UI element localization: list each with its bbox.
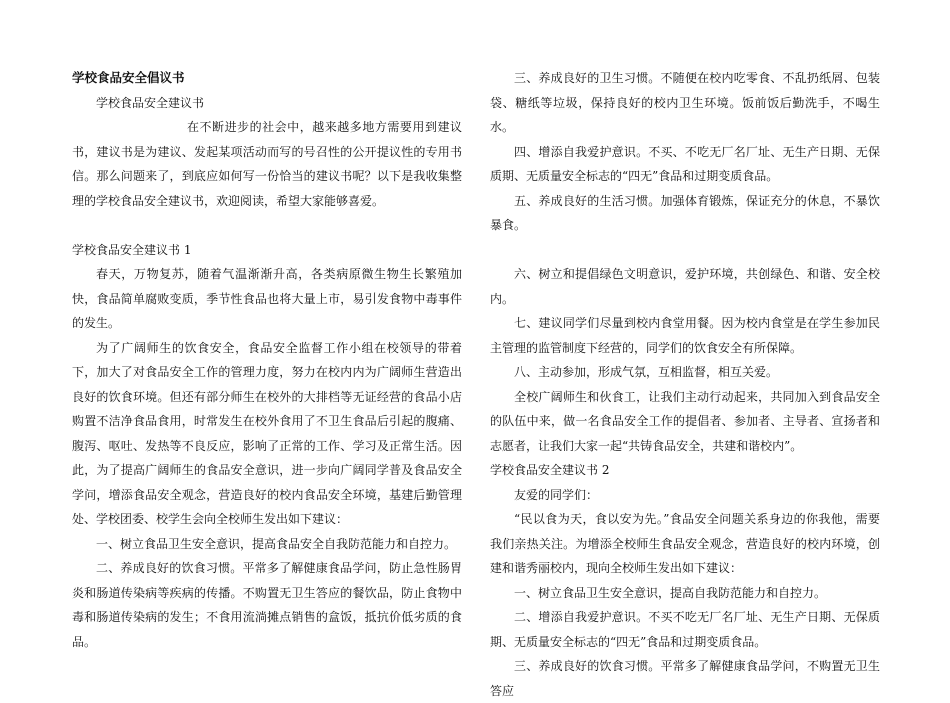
left-column [72,66,462,654]
paragraph: 二、增添自我爱护意识。不买不吃无厂名厂址、无生产日期、无保质期、无质量安全标志的“四无”食品和过期变质食品。 [490,610,880,649]
paragraph: 全校广阔师生和伙食工，让我们主动行动起来，共同加入到食品安全的队伍中来，做一名食品安全工作的提倡者、参加者、主导者、宣扬者和志愿者，让我们大家一起“共铸食品安全，共建和谐校内”。 [490,389,880,453]
paragraph: 三、养成良好的卫生习惯。不随便在校内吃零食、不乱扔纸屑、包装袋、糖纸等垃圾，保持良好的校内卫生环境。饭前饭后勤洗手，不喝生水。 [490,71,880,134]
section-heading-2: 学校食品安全建议书 2 [490,463,610,477]
paragraph: 二、养成良好的饮食习惯。平常多了解健康食品学问，防止急性肠胃炎和肠道传染病等疾病的传播。不购置无卫生答应的餐饮品，防止食物中毒和肠道传染病的发生；不食用流淌摊点销售的盒饭，抵抗价低劣质的食品。 [72,561,462,649]
paragraph: 八、主动参加，形成气氛，互相监督，相互关爱。 [514,365,779,379]
paragraph: 一、树立食品卫生安全意识，提高食品安全自我防范能力和自控力。 [96,536,457,551]
paragraph: 春天，万物复苏，随着气温渐渐升高，各类病原微生物生长繁殖加快，食品简单腐败变质，季节性食品也将大量上市，易引发食物中毒事件的发生。 [72,267,462,330]
paragraph: 三、养成良好的饮食习惯。平常多了解健康食品学问，不购置无卫生答应 [490,659,880,698]
paragraph: 七、建议同学们尽量到校内食堂用餐。因为校内食堂是在学生参加民主管理的监管制度下经营的，同学们的饮食安全有所保障。 [490,316,880,355]
spacer [490,238,880,263]
right-column [490,66,880,703]
paragraph: 为了广阔师生的饮食安全，食品安全监督工作小组在校领导的带着下，加大了对食品安全工作的管理力度，努力在校内内为广阔师生营造出良好的饮食环境。但还有部分师生在校外的大排档等无证经营的食品小店购置不洁净食品食用，时常发生在校外食用了不卫生食品后引起的腹痛、腹泻、呕吐、发热等不良反应，影响了正常的工作、学习及正常生活。因此，为了提高广阔师生的食品安全意识，进一步向广阔同学普及食品安全学问，增添食品安全观念，营造良好的校内食品安全环境，基建后勤管理处、学校团委、校学生会向全校师生发出如下建议： [72,340,462,526]
paragraph: 一、树立食品卫生安全意识，提高自我防范能力和自控力。 [514,585,827,600]
section-heading-1: 学校食品安全建议书 1 [72,242,192,257]
greeting: 友爱的同学们： [514,487,599,502]
paragraph: “民以食为天，食以安为先。”食品安全问题关系身边的你我他，需要我们亲热关注。为增添全校师生食品安全观念，营造良好的校内环境，创建和谐秀丽校内，现向全校师生发出如下建议： [490,512,880,575]
spacer [72,213,462,238]
intro-paragraph: 在不断进步的社会中，越来越多地方需要用到建议书，建议书是为建议、发起某项活动而写的号召性的公开提议性的专用书信。那么问题来了，到底应如何写一份恰当的建议书呢？以下是我收集整理的学校食品安全建议书，欢迎阅读，希望大家能够喜爱。 [72,120,462,208]
document-title: 学校食品安全倡议书 [72,70,185,85]
paragraph: 五、养成良好的生活习惯。加强体育锻炼，保证充分的休息，不暴饮暴食。 [490,193,880,232]
paragraph: 六、树立和提倡绿色文明意识，爱护环境，共创绿色、和谐、安全校内。 [490,267,880,306]
paragraph: 四、增添自我爱护意识。不买、不吃无厂名厂址、无生产日期、无保质期、无质量安全标志的“四无”食品和过期变质食品。 [490,144,880,183]
document-subtitle: 学校食品安全建议书 [96,95,205,110]
